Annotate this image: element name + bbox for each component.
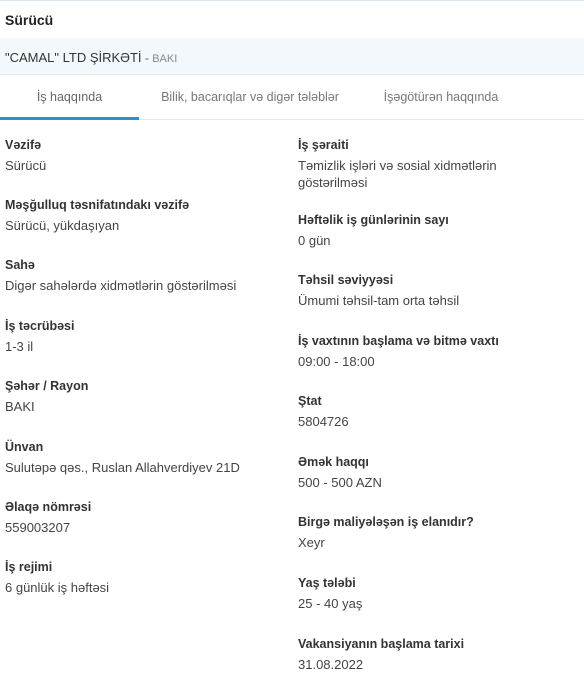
field-sector <box>5 257 236 294</box>
field-label: Sahə <box>5 258 35 272</box>
field-label: İş təcrübəsi <box>5 319 75 333</box>
field-label: İş rejimi <box>5 560 53 574</box>
field-value: 25 - 40 yaş <box>298 596 363 611</box>
field-value: BAKI <box>5 399 35 414</box>
field-label: Vəzifə <box>5 138 42 152</box>
field-work-conditions <box>298 137 538 191</box>
field-label: Təhsil səviyyəsi <box>298 273 394 287</box>
field-value: 09:00 - 18:00 <box>298 354 375 369</box>
field-work-hours <box>298 333 538 370</box>
company-line <box>5 50 177 65</box>
field-co-financed <box>298 514 538 551</box>
field-value: 6 günlük iş həftəsi <box>5 580 110 595</box>
field-label: İş şəraiti <box>298 138 349 152</box>
field-label: İş vaxtının başlama və bitmə vaxtı <box>298 334 499 348</box>
field-label: Şəhər / Rayon <box>5 379 89 393</box>
field-city <box>5 378 88 415</box>
tab-skills-requirements[interactable]: Bilik, bacarıqlar və digər tələblər <box>161 90 339 104</box>
field-value: Sürücü <box>5 158 47 173</box>
field-label: Ştat <box>298 394 322 408</box>
field-label: Vakansiyanın başlama tarixi <box>298 637 465 651</box>
field-value: 559003207 <box>5 520 71 535</box>
field-value: 31.08.2022 <box>298 657 364 672</box>
field-value: Xeyr <box>298 535 325 550</box>
field-experience <box>5 318 74 355</box>
tab-about-employer[interactable]: İşəgötürən haqqında <box>383 90 499 104</box>
field-label: Yaş tələbi <box>298 576 356 590</box>
tab-about-job[interactable]: İş haqqında <box>0 75 139 119</box>
company-city: BAKI <box>152 53 178 65</box>
field-staff-id <box>298 393 538 430</box>
company-name[interactable]: "CAMAL" LTD ŞİRKƏTİ <box>5 50 142 65</box>
field-age-requirement <box>298 575 538 612</box>
field-label: Ünvan <box>5 440 44 454</box>
field-label: Əlaqə nömrəsi <box>5 500 92 514</box>
field-value: Ümumi təhsil-tam orta təhsil <box>298 293 460 308</box>
field-weekly-workdays <box>298 212 538 249</box>
field-contact-number <box>5 499 91 536</box>
field-value: 0 gün <box>298 233 331 248</box>
field-value: Sulutəpə qəs., Ruslan Allahverdiyev 21D <box>5 460 240 475</box>
field-position <box>5 137 46 174</box>
field-label: Birgə maliyələşən iş elanıdır? <box>298 515 474 529</box>
field-salary <box>298 454 538 491</box>
field-vacancy-start-date <box>298 636 538 673</box>
company-bar <box>0 38 584 75</box>
field-value: 5804726 <box>298 414 349 429</box>
top-divider <box>0 0 584 1</box>
company-separator: - <box>141 51 153 65</box>
tab-bar <box>0 75 584 120</box>
field-label: Məşğulluq təsnifatındakı vəzifə <box>5 198 190 212</box>
field-address <box>5 439 240 476</box>
field-value: 500 - 500 AZN <box>298 475 382 490</box>
field-value: 1-3 il <box>5 339 34 354</box>
field-value: Digər sahələrdə xidmətlərin göstərilməsi <box>5 278 237 293</box>
field-label: Əmək haqqı <box>298 455 369 469</box>
field-label: Həftəlik iş günlərinin sayı <box>298 213 449 227</box>
field-value: Sürücü, yükdaşıyan <box>5 218 120 233</box>
field-work-regime <box>5 559 109 596</box>
page-title: Sürücü <box>5 12 54 28</box>
field-classifier-position <box>5 197 189 234</box>
field-value: Təmizlik işləri və sosial xidmətlərin göstərilməsi <box>298 158 497 190</box>
field-education-level <box>298 272 538 309</box>
